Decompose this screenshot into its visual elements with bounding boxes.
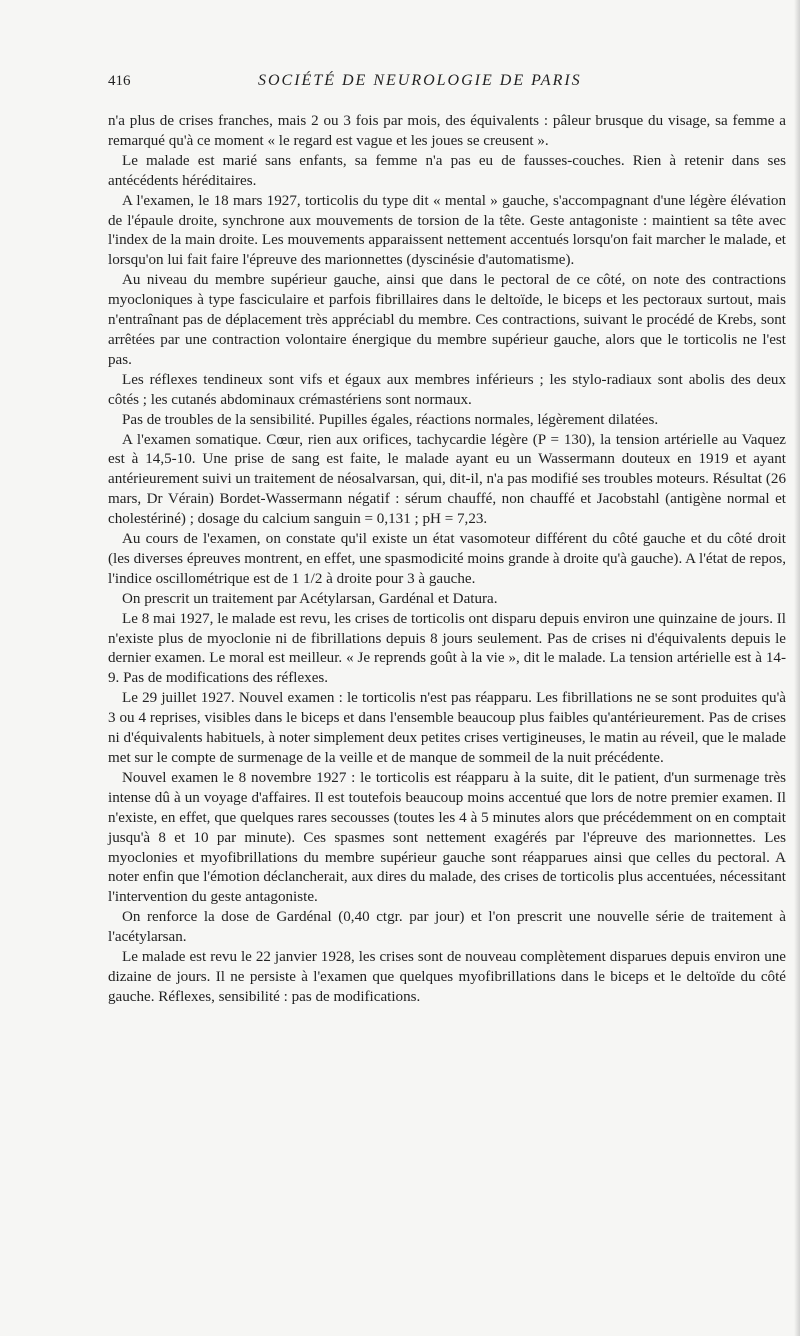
paragraph: On prescrit un traitement par Acétylarsan, Gardénal et Datura. xyxy=(122,590,498,607)
paragraph: n'a plus de crises franches, mais 2 ou 3 fois par mois, des équivalents : pâleur brusque du visage, sa femme a remarqué qu'à ce moment « le regard est vague et les joues se creusent ». xyxy=(108,113,786,149)
paragraph: A l'examen, le 18 mars 1927, torticolis du type dit « mental » gauche, s'accompagnant d'une légère élévation de l'épaule droite, synchrone aux mouvements de torsion de la tête. Geste antagoniste : maintient sa tête avec l'index de la main droite. Les mouvements apparaissent nettement accentués lorsqu'on fait marcher le malade, et lorsqu'on lui fait faire l'épreuve des marionnettes (dyscinésie d'automatisme). xyxy=(108,192,786,269)
running-title: SOCIÉTÉ DE NEUROLOGIE DE PARIS xyxy=(258,72,582,89)
paragraph: Les réflexes tendineux sont vifs et égaux aux membres inférieurs ; les stylo-radiaux sont abolis des deux côtés ; les cutanés abdominaux crémastériens sont normaux. xyxy=(108,371,786,408)
page-number: 416 xyxy=(108,73,131,89)
paragraph: Le malade est revu le 22 janvier 1928, les crises sont de nouveau complètement disparues depuis environ une dizaine de jours. Il ne persiste à l'examen que quelques myofibrillations dans le biceps et le deltoïde du côté gauche. Réflexes, sensibilité : pas de modifications. xyxy=(108,949,786,1005)
paragraph: A l'examen somatique. Cœur, rien aux orifices, tachycardie légère (P = 130), la tension artérielle au Vaquez est à 14,5-10. Une prise de sang est faite, le malade ayant eu un Wassermann douteux en 1919 et ayant antérieurement suivi un traitement de néosalvarsan, qui, dit-il, n'a pas modifié ses troubles moteurs. Résultat (26 mars, Dr Vérain) Bordet-Wassermann négatif : sérum chauffé, non chauffé et Jacobstahl (antigène normal et cholestériné) ; dosage du calcium sanguin = 0,131 ; pH = 7,23. xyxy=(108,431,786,528)
paragraph: Le 8 mai 1927, le malade est revu, les crises de torticolis ont disparu depuis environ une quinzaine de jours. Il n'existe plus de myoclonie ni de fibrillations depuis 8 jours seulement. Pas de crises ni d'équivalents depuis le dernier examen. Le moral est meilleur. « Je reprends goût à la vie », dit le malade. La tension artérielle est à 14-9. Pas de modifications des réflexes. xyxy=(108,610,786,687)
paragraph: Au niveau du membre supérieur gauche, ainsi que dans le pectoral de ce côté, on note des contractions myocloniques à type fasciculaire et parfois fibrillaires dans le deltoïde, le biceps et les pectoraux surtout, mais n'entraînant pas de déplacement très appréciabl du membre. Ces contractions, suivant le procédé de Krebs, sont arrêtées par une contraction volontaire énergique du membre supérieur gauche, alors que le torticolis ne l'est pas. xyxy=(108,272,786,368)
paragraph: Le malade est marié sans enfants, sa femme n'a pas eu de fausses-couches. Rien à retenir dans ses antécédents héréditaires. xyxy=(108,152,786,189)
paragraph: Pas de troubles de la sensibilité. Pupilles égales, réactions normales, légèrement dilatées. xyxy=(122,411,659,428)
page-header xyxy=(108,72,786,90)
paragraph: Nouvel examen le 8 novembre 1927 : le torticolis est réapparu à la suite, dit le patient, d'un surmenage très intense dû à un voyage d'affaires. Il est toutefois beaucoup moins accentué que lors de notre premier examen. Il n'existe, en effet, que quelques rares secousses (toutes les 4 à 5 minutes alors que précédemment on en comptait jusqu'à 8 et 10 par minute). Ces spasmes sont nettement exagérés par l'épreuve des marionnettes. Les myoclonies et myofibrillations du membre supérieur gauche sont réapparues ainsi que celles du pectoral. A noter enfin que l'émotion déclancherait, aux dires du malade, des crises de torticolis plus accentuées, nécessitant l'intervention du geste antagoniste. xyxy=(108,769,786,906)
page-edge-shadow xyxy=(794,0,800,1336)
paragraph: On renforce la dose de Gardénal (0,40 ctgr. par jour) et l'on prescrit une nouvelle série de traitement à l'acétylarsan. xyxy=(108,909,786,946)
paragraph: Au cours de l'examen, on constate qu'il existe un état vasomoteur différent du côté gauche et du côté droit (les diverses épreuves montrent, en effet, une spasmodicité moins grande à droite qu'à gauche). A l'état de repos, l'indice oscillométrique est de 1 1/2 à droite pour 3 à gauche. xyxy=(108,531,786,587)
paragraph: Le 29 juillet 1927. Nouvel examen : le torticolis n'est pas réapparu. Les fibrillations ne se sont produites qu'à 3 ou 4 reprises, visibles dans le biceps et dans l'ensemble beaucoup plus faibles qu'antérieurement. Pas de crises ni d'équivalents habituels, à noter simplement deux petites crises vertigineuses, le matin au réveil, que le malade met sur le compte de surmenage de la veille et de manque de sommeil de la nuit précédente. xyxy=(108,690,786,766)
body-text xyxy=(108,112,786,1008)
